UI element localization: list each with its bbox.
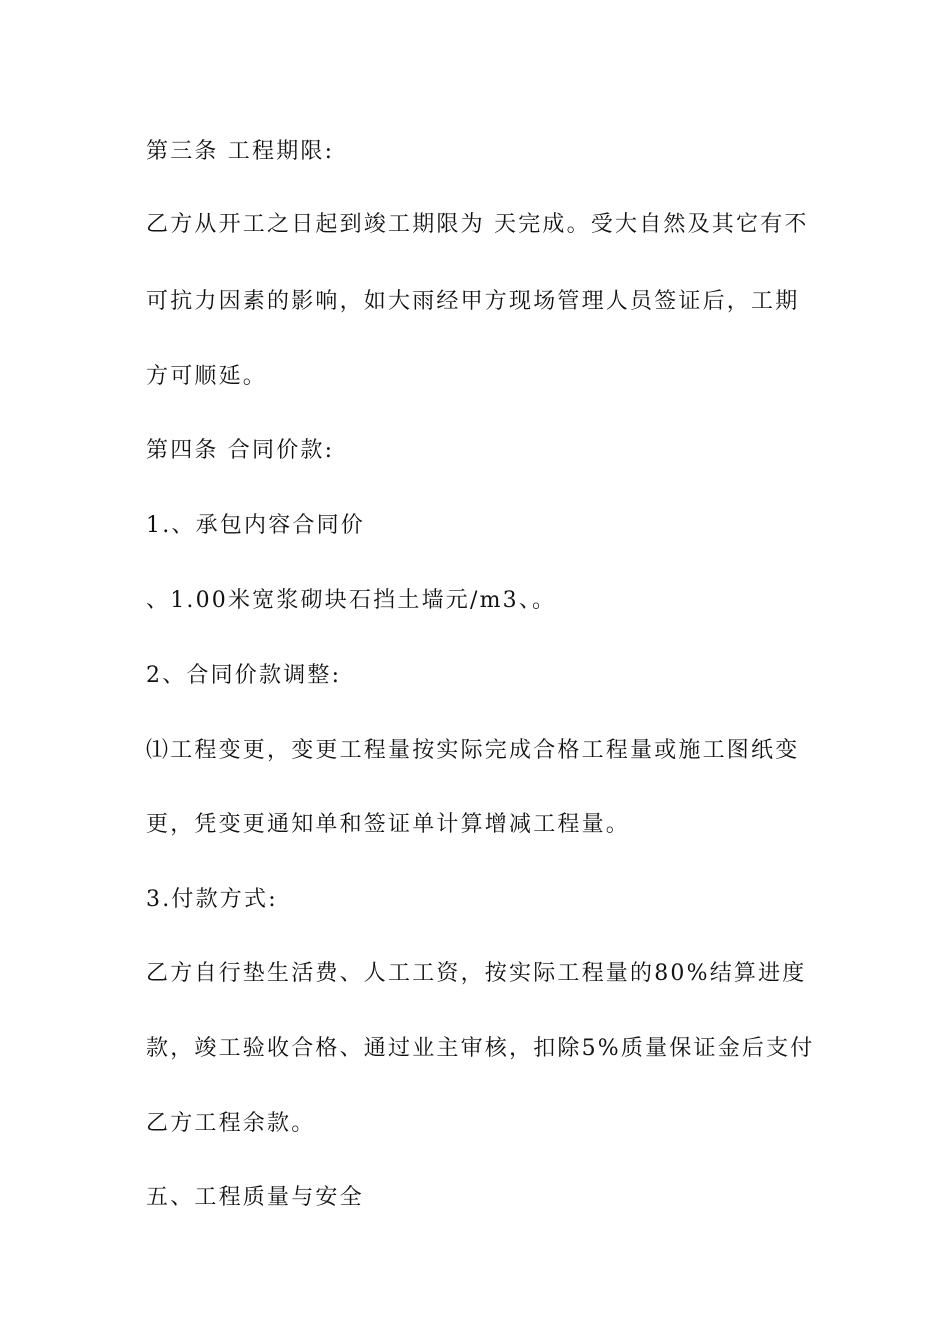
paragraph-line: 更，凭变更通知单和签证单计算增减工程量。 [146,812,631,837]
paragraph-line: 乙方工程余款。 [146,1111,316,1136]
paragraph-line: 可抗力因素的影响，如大雨经甲方现场管理人员签证后，工期 [146,289,800,314]
paragraph-line: 1.、承包内容合同价 [146,513,365,538]
section-5-heading: 五、工程质量与安全 [146,1185,364,1210]
paragraph-line: 款，竣工验收合格、通过业主审核，扣除5%质量保证金后支付 [146,1036,815,1061]
paragraph-line: 乙方自行垫生活费、人工工资，按实际工程量的80%结算进度 [146,961,807,986]
article-3-heading: 第三条 工程期限: [146,139,335,164]
paragraph-line: 3.付款方式: [146,887,278,912]
paragraph-line: 、1.00米宽浆砌块石挡土墙元/m3、。 [146,588,557,613]
article-4-heading: 第四条 合同价款: [146,438,335,463]
paragraph-line: 2、合同价款调整: [146,663,342,688]
paragraph-line: ⑴工程变更，变更工程量按实际完成合格工程量或施工图纸变 [146,738,800,763]
paragraph-line: 方可顺延。 [146,364,268,389]
paragraph-line: 乙方从开工之日起到竣工期限为 天完成。受大自然及其它有不 [146,212,809,237]
